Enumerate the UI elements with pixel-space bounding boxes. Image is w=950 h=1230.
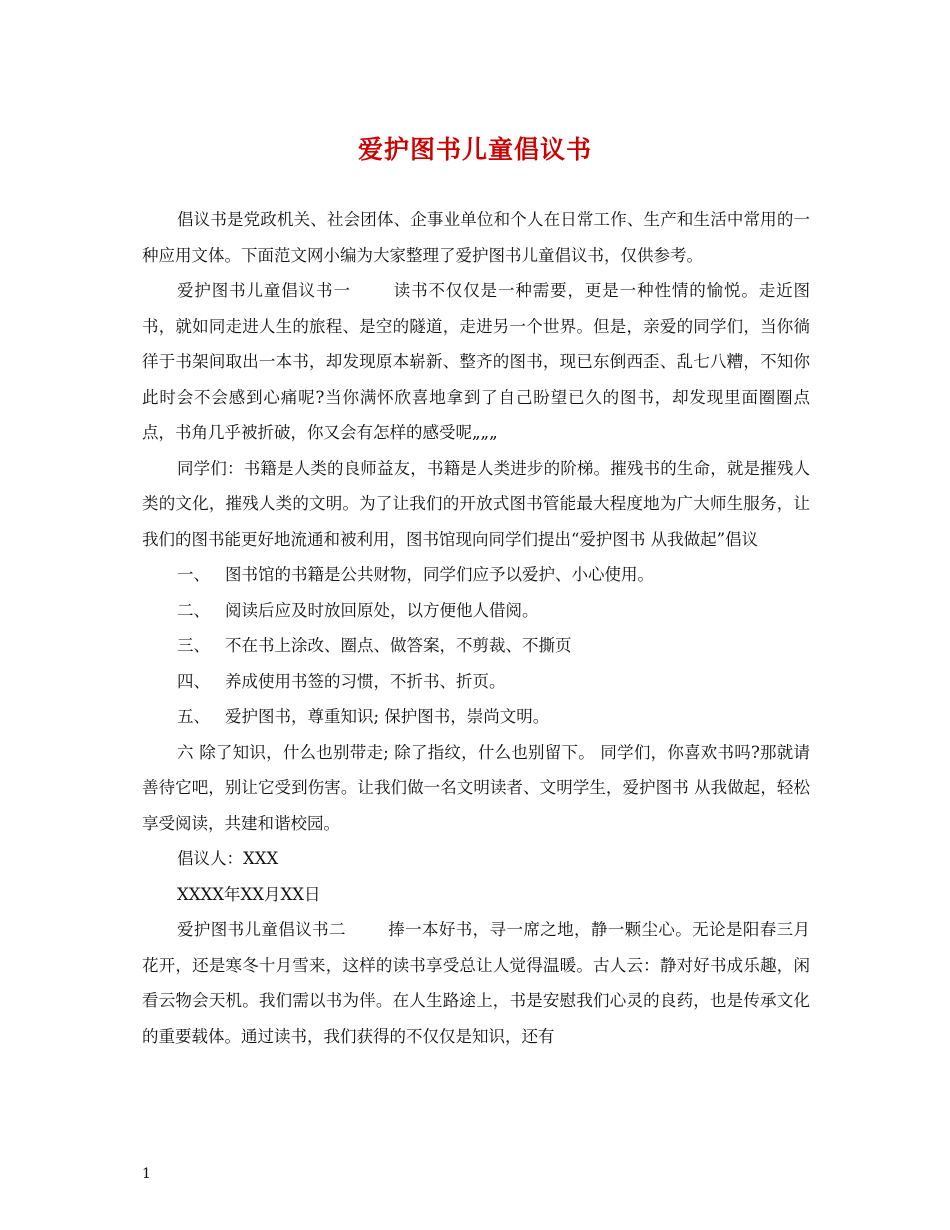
- section2-text: 捧一本好书，寻一席之地，静一颗尘心。无论是阳春三月花开，还是寒冬十月雪来，这样的读书享受总让人觉得温暖。古人云：静对好书成乐趣，闲看云物会天机。我们需以书为伴。在人生路途上，书是安慰我们心灵的良药，也是传承文化的重要载体。通过读书，我们获得的不仅仅是知识，还有: [142, 920, 811, 1046]
- intro-paragraph: 倡议书是党政机关、社会团体、企事业单位和个人在日常工作、生产和生活中常用的一种应用文体。下面范文网小编为大家整理了爱护图书儿童倡议书，仅供参考。: [142, 210, 810, 265]
- list-item-number: 一、: [177, 565, 210, 584]
- list-item-number: 二、: [177, 600, 210, 620]
- list-item-text: 不在书上涂改、圈点、做答案，不剪裁、不撕页: [225, 636, 572, 655]
- document-body: [142, 202, 810, 1054]
- list-item: [142, 664, 810, 700]
- list-item-number: 三、: [177, 636, 210, 655]
- page-number: 1: [142, 1166, 151, 1182]
- list-item: [142, 628, 810, 664]
- section2-paragraph: [142, 912, 810, 1054]
- list-item: [142, 557, 810, 593]
- list-item-text: 图书馆的书籍是公共财物，同学们应予以爱护、小心使用。: [225, 565, 654, 584]
- section1-text: 读书不仅仅是一种需要，更是一种性情的愉悦。走近图书，就如同走进人生的旅程、是空的隧道，走进另一个世界。但是，亲爱的同学们，当你徜徉于书架间取出一本书，却发现原本崭新、整齐的图书，现已东倒西歪、乱七八糟，不知你此时会不会感到心痛呢?当你满怀欣喜地拿到了自己盼望已久的图书，却发现里面圈圈点点，书角几乎被折破，你又会有怎样的感受呢„„„: [142, 281, 811, 442]
- list-item-number: 四、: [177, 671, 210, 691]
- list-item-text: 阅读后应及时放回原处，以方便他人借阅。: [225, 600, 539, 620]
- section1-paragraph: [142, 273, 810, 451]
- list-item: [142, 593, 810, 629]
- document-title: 爱护图书儿童倡议书: [357, 135, 592, 164]
- list-item-text: 养成使用书签的习惯，不折书、折页。: [225, 671, 506, 691]
- list-item-text: 爱护图书，尊重知识; 保护图书，崇尚文明。: [225, 707, 550, 726]
- section1-heading: 爱护图书儿童倡议书一: [177, 281, 351, 300]
- proposer-line: 倡议人：XXX: [177, 849, 279, 868]
- item6-paragraph: 六 除了知识，什么也别带走; 除了指纹，什么也别留下。 同学们，你喜欢书吗?那就请善待它吧，别让它受到伤害。让我们做一名文明读者、文明学生，爱护图书 从我做起，轻松享受阅读，共建和谐校园。: [142, 742, 810, 833]
- date-line: XXXX年XX月XX日: [177, 884, 321, 904]
- list-item: [142, 699, 810, 735]
- section2-heading: 爱护图书儿童倡议书二: [177, 920, 346, 939]
- list-item-number: 五、: [177, 707, 210, 726]
- classmates-paragraph: 同学们：书籍是人类的良师益友，书籍是人类进步的阶梯。摧残书的生命，就是摧残人类的文化，摧残人类的文明。为了让我们的开放式图书管能最大程度地为广大师生服务，让我们的图书能更好地流通和被利用，图书馆现向同学们提出“爱护图书 从我做起”倡议: [142, 458, 810, 549]
